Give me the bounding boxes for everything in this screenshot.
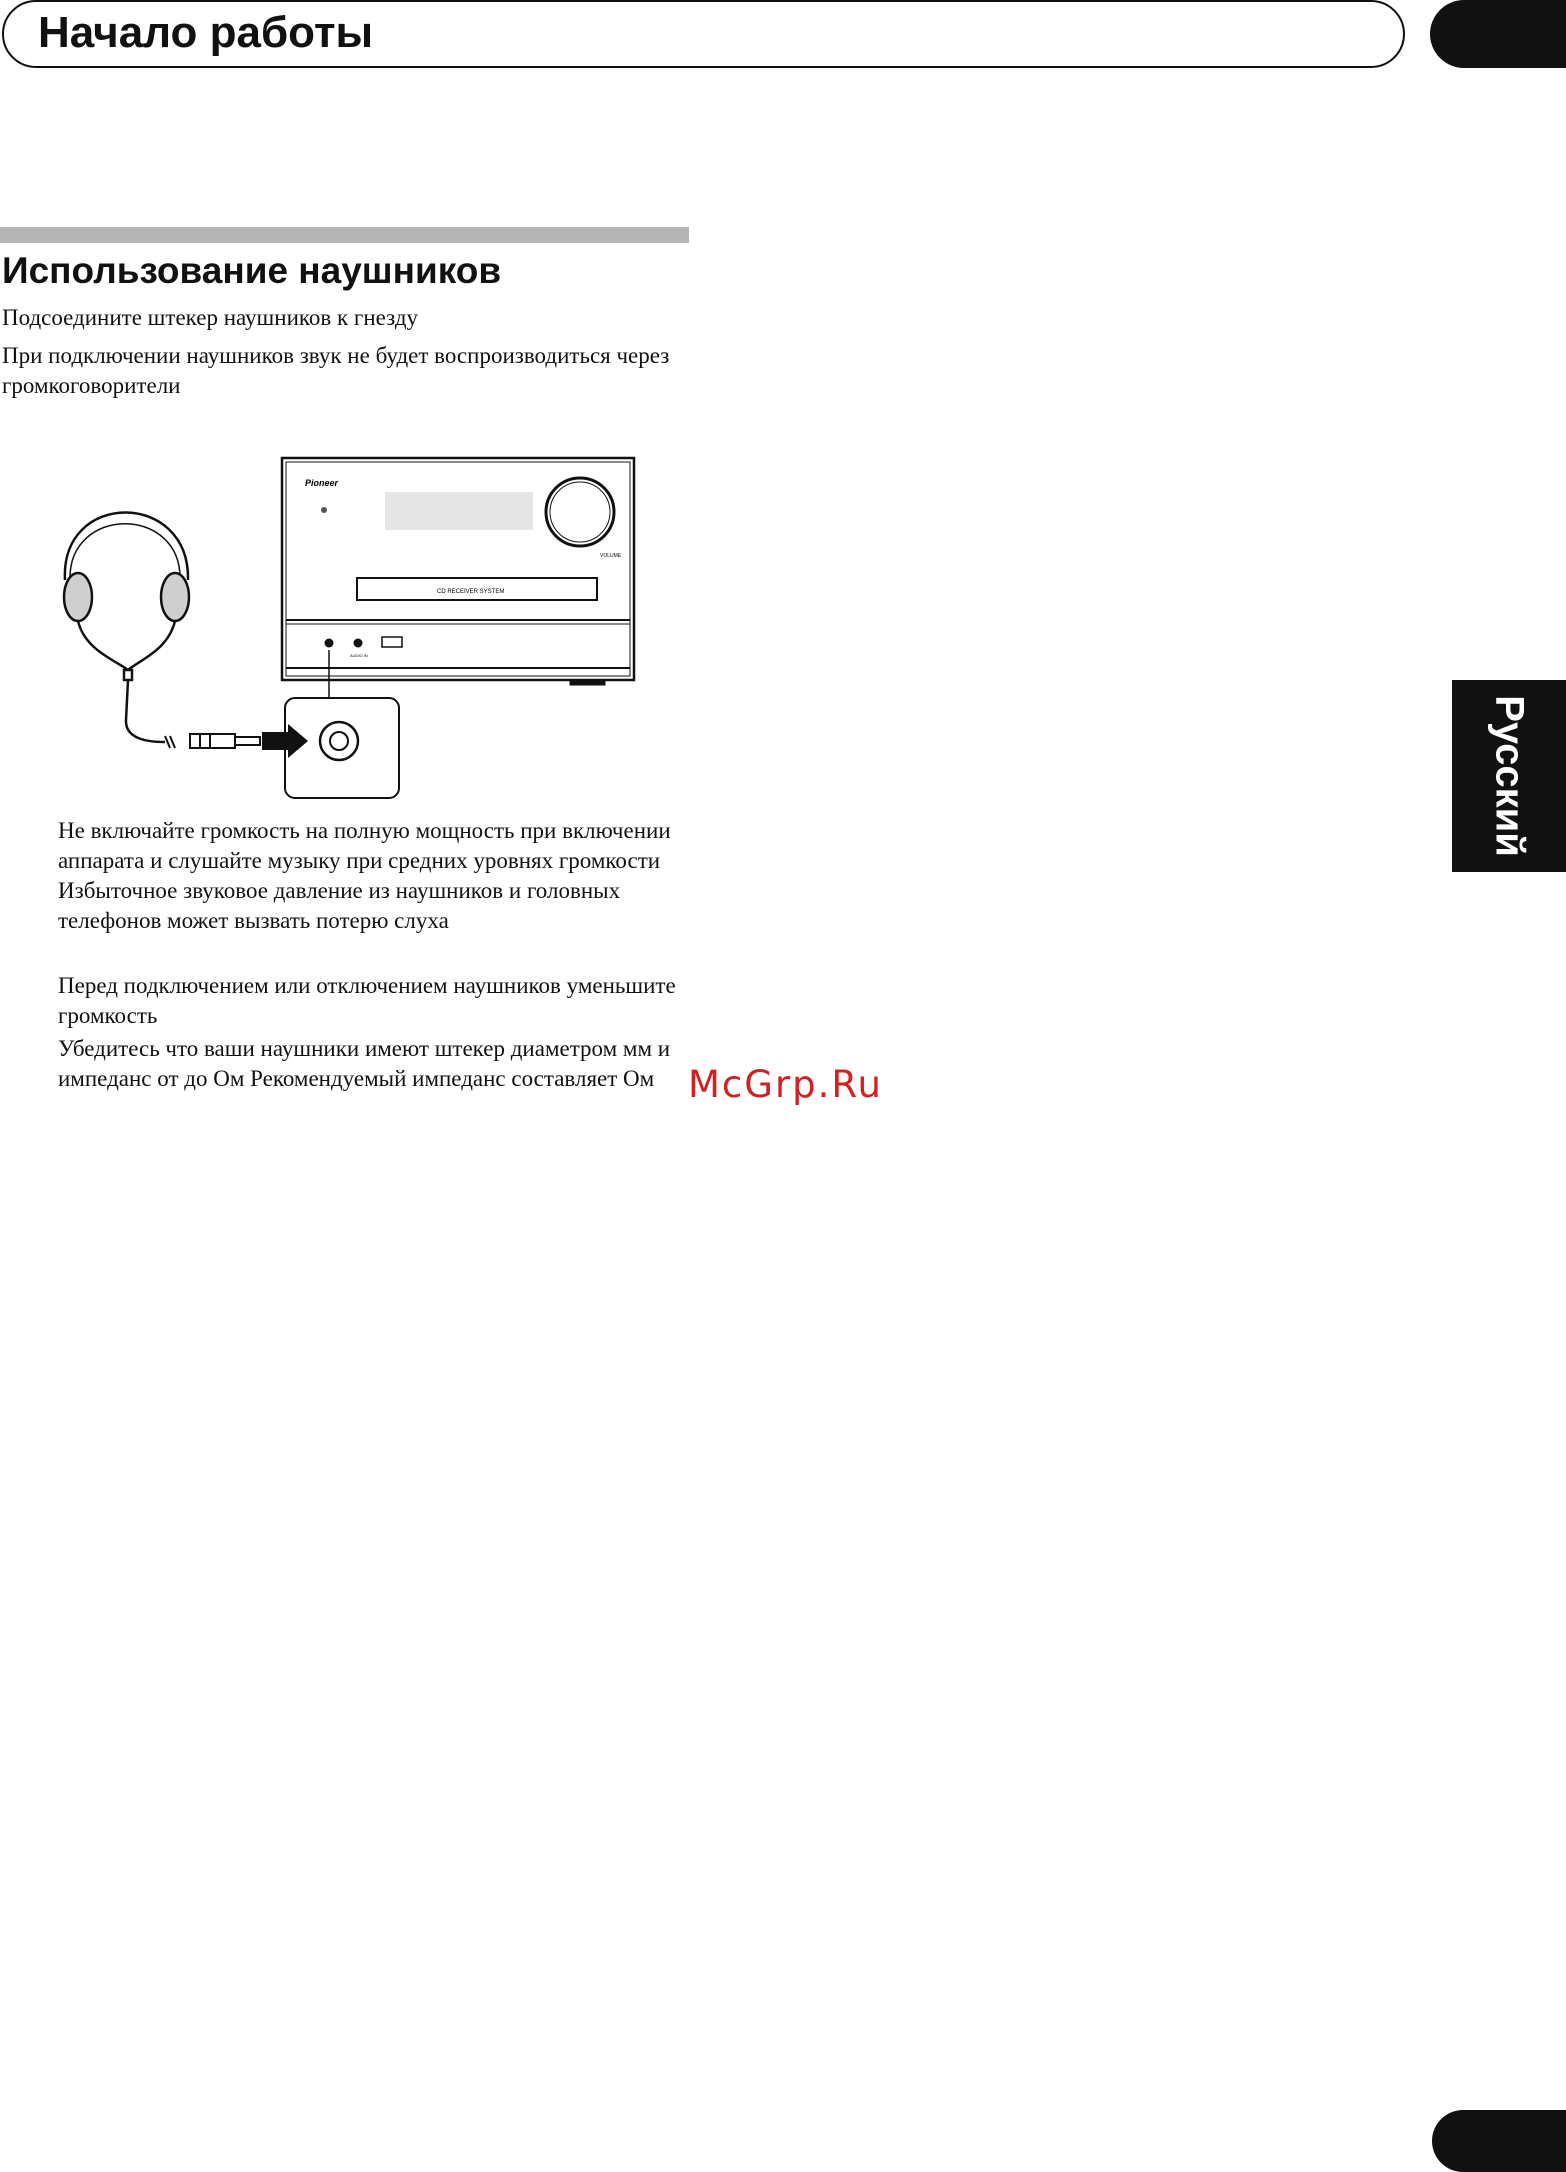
- section-heading: Использование наушников: [2, 250, 502, 291]
- headphones-connection-illustration: [40, 450, 640, 805]
- info-paragraph: При подключении наушников звук не будет воспроизводиться через громкоговорители: [2, 343, 670, 398]
- chapter-tab: [1430, 0, 1566, 68]
- volume-note: Перед подключением или отключением наушников уменьшите громкость: [58, 973, 676, 1028]
- jack-zoom-icon: [285, 698, 399, 798]
- intro-paragraph: Подсоедините штекер наушников к гнезду: [2, 305, 419, 330]
- jack-label: AUDIO IN: [350, 653, 368, 658]
- watermark: McGrp.Ru: [688, 1063, 883, 1106]
- warning-note: Не включайте громкость на полную мощность при включении аппарата и слушайте музыку при средних уровнях громкости Избыточное звуковое давление из наушников и головных телефонов может вызвать потерю слуха: [58, 818, 671, 933]
- receiver-device: [282, 458, 634, 698]
- impedance-note: Убедитесь что ваши наушники имеют штекер диаметром мм и импеданс от до Ом Рекомендуемый импеданс составляет Ом: [58, 1036, 671, 1091]
- brand-label: Pioneer: [305, 478, 339, 488]
- page-title: Начало работы: [38, 8, 374, 57]
- section-divider: [0, 227, 689, 243]
- knob-label: VOLUME: [600, 553, 622, 559]
- page-number-tab: [1432, 2110, 1566, 2172]
- plug-icon: [165, 734, 260, 748]
- language-label: Русский: [1487, 695, 1532, 857]
- headphones-icon: [64, 513, 189, 743]
- language-tab: [1452, 680, 1566, 872]
- slot-label: CD RECEIVER SYSTEM: [437, 589, 505, 595]
